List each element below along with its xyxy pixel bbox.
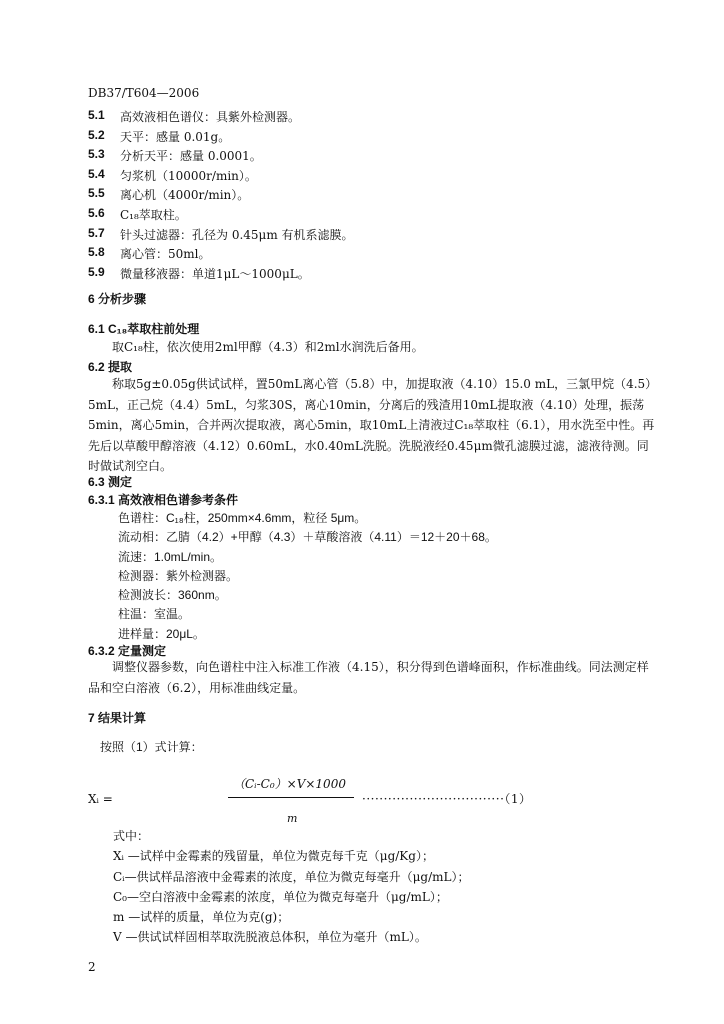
list-item: [88, 128, 648, 148]
formula-denominator: m: [287, 812, 298, 825]
item-number: 5.9: [88, 264, 105, 279]
item-text: 离心管：50ml。: [120, 247, 211, 262]
definitions-label: 式中：: [113, 829, 150, 843]
equipment-list: [88, 108, 648, 284]
item-text: 离心机（4000r/min）。: [120, 188, 250, 203]
item-text: C₁₈萃取柱。: [120, 207, 187, 222]
list-item: [88, 147, 648, 167]
item-number: 5.8: [88, 245, 105, 260]
formula-numerator: （Cᵢ-C₀）×V×1000: [233, 777, 346, 791]
list-item: [88, 245, 648, 265]
item-number: 5.1: [88, 108, 105, 122]
standard-code: DB37/T604—2006: [88, 86, 200, 100]
page-number: 2: [88, 960, 96, 974]
section-6-2-text: 称取5g±0.05g供试试样，置50mL离心管（5.8）中，加提取液（4.10）15.0 mL，三氯甲烷（4.5）5mL，正己烷（4.4）5mL，匀浆30S，离心10min，分离后的残渣用10mL提取液（4.10）处理，振荡5min，离心5min，合并两次提取液，离心5min，取10mL上清液过C₁₈萃取柱（6.1），用水洗至中性。再先后以草酸甲醇溶液（4.12）0.60mL，水0.40mL洗脱。洗脱液经0.45μm微孔滤膜过滤，滤液待测。同时做试剂空白。: [88, 377, 655, 473]
item-number: 5.3: [88, 147, 105, 162]
section-6-2-heading: 6.2 提取: [88, 360, 133, 374]
list-item: [88, 265, 648, 285]
condition-item: 流速：1.0mL/min。: [118, 549, 223, 564]
condition-item: 检测波长：360nm。: [118, 588, 227, 603]
list-item: [88, 226, 648, 246]
condition-item: 流动相：乙腈（4.2）+甲醇（4.3）＋草酸溶液（4.11）＝12＋20＋68。: [118, 530, 497, 545]
item-number: 5.7: [88, 225, 105, 240]
definition-item: Cᵢ—供试样品溶液中金霉素的浓度，单位为微克每毫升（μg/mL）；: [113, 869, 470, 884]
item-text: 高效液相色谱仪：具紫外检测器。: [120, 110, 301, 124]
condition-item: 检测器：紫外检测器。: [118, 568, 239, 583]
fraction-bar: [228, 797, 354, 798]
condition-item: 色谱柱：C₁₈柱，250mm×4.6mm，粒径 5μm。: [118, 511, 367, 525]
item-text: 天平：感量 0.01g。: [120, 129, 231, 144]
list-item: [88, 186, 648, 206]
definition-item: m —试样的质量，单位为克(g)；: [113, 910, 290, 925]
item-number: 5.5: [88, 186, 105, 201]
condition-item: 进样量：20μL。: [118, 626, 205, 641]
definition-item: C₀—空白溶液中金霉素的浓度，单位为微克每毫升（μg/mL）；: [113, 889, 448, 904]
list-item: [88, 206, 648, 226]
section-7-intro: 按照（1）式计算：: [100, 740, 203, 754]
section-6-3-heading: 6.3 测定: [88, 475, 133, 489]
definition-item: Xᵢ —试样中金霉素的残留量，单位为微克每千克（μg/Kg）；: [113, 849, 434, 864]
item-text: 针头过滤器：孔径为 0.45μm 有机系滤膜。: [120, 227, 354, 242]
item-text: 匀浆机（10000r/min）。: [120, 168, 257, 183]
list-item: [88, 108, 648, 128]
list-item: [88, 167, 648, 187]
section-7-heading: 7 结果计算: [88, 711, 147, 725]
item-text: 微量移液器：单道1μL～1000μL。: [120, 266, 310, 281]
formula-lhs: Xᵢ =: [88, 792, 113, 806]
condition-item: 柱温：室温。: [118, 607, 191, 622]
item-number: 5.6: [88, 205, 105, 220]
section-6-3-2-heading: 6.3.2 定量测定: [88, 644, 167, 658]
section-6-1-text: 取C₁₈柱，依次使用2ml甲醇（4.3）和2ml水润洗后备用。: [112, 340, 424, 354]
item-text: 分析天平：感量 0.0001。: [120, 149, 262, 164]
hplc-conditions: [118, 509, 497, 644]
section-6-3-2-text: 调整仪器参数，向色谱柱中注入标准工作液（4.15），积分得到色谱峰面积，作标准曲线。同法测定样品和空白溶液（6.2），用标准曲线定量。: [88, 660, 649, 695]
section-6-1-heading: 6.1 C₁₈萃取柱前处理: [88, 322, 200, 336]
section-6-heading: 6 分析步骤: [88, 292, 147, 306]
section-6-3-1-heading: 6.3.1 高效液相色谱参考条件: [88, 493, 239, 507]
item-number: 5.2: [88, 127, 105, 142]
definition-item: V —供试试样固相萃取洗脱液总体积，单位为毫升（mL）。: [113, 930, 427, 945]
item-number: 5.4: [88, 166, 105, 181]
formula-number: ·································（1）: [362, 792, 532, 806]
variable-definitions: [113, 827, 469, 949]
